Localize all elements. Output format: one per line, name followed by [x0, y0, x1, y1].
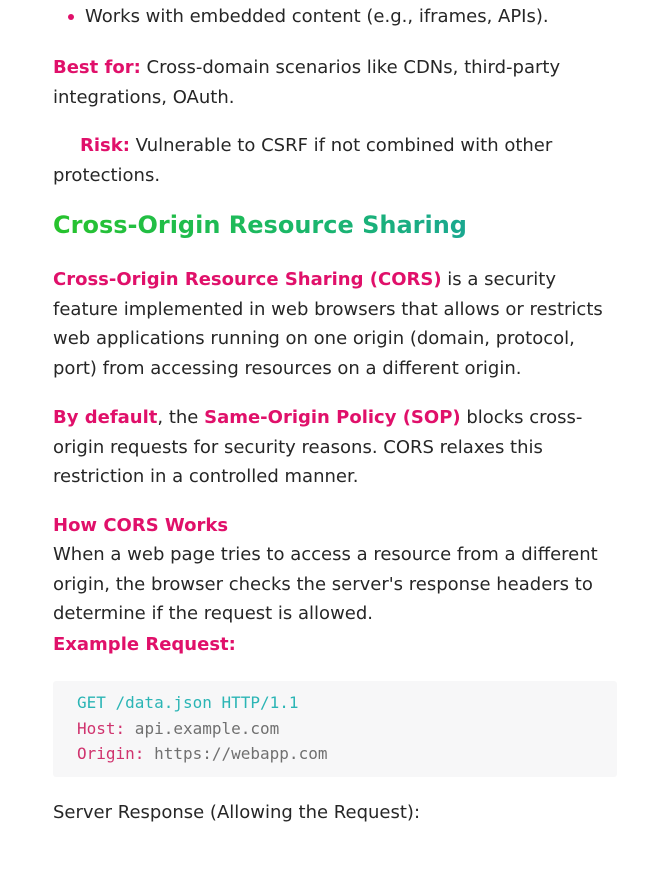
- best-for-label: Best for:: [53, 57, 141, 78]
- cors-intro-text: is a security feature implemented in web browsers that allows or restricts web applications running on one origin (domain, protocol, port) from accessing resources on a different origin.: [53, 269, 603, 379]
- cors-term: Cross-Origin Resource Sharing (CORS): [53, 269, 442, 290]
- risk-label: Risk:: [80, 135, 130, 156]
- cors-intro-paragraph: [53, 265, 618, 383]
- how-cors-works-heading: How CORS Works: [53, 515, 229, 536]
- default-mid-text: , the: [157, 407, 205, 428]
- best-for-text: Cross-domain scenarios like CDNs, third-party integrations, OAuth.: [53, 57, 561, 108]
- risk-text: Vulnerable to CSRF if not combined with other protections.: [53, 135, 553, 186]
- code-header-line: [77, 741, 617, 767]
- risk-paragraph: [53, 131, 613, 190]
- code-request-line: GET /data.json HTTP/1.1: [77, 693, 299, 712]
- code-header-key: Host:: [77, 718, 126, 738]
- code-header-key: Origin:: [77, 744, 145, 763]
- code-header-value: api.example.com: [125, 718, 280, 738]
- code-block: [53, 681, 617, 777]
- code-header-value: https://webapp.com: [144, 744, 328, 763]
- list-item: Works with embedded content (e.g., iframes, APIs).: [67, 2, 627, 32]
- example-request-label: Example Request:: [53, 634, 236, 655]
- code-header-line: [77, 716, 617, 742]
- feature-list: [67, 2, 627, 32]
- how-cors-works-text: When a web page tries to access a resource from a different origin, the browser checks the server's response headers to determine if the request is allowed.: [53, 544, 598, 624]
- best-for-paragraph: [53, 53, 613, 112]
- default-text: blocks cross-origin requests for security reasons. CORS relaxes this restriction in a controlled manner.: [53, 407, 583, 487]
- section-heading: Cross-Origin Resource Sharing: [53, 207, 467, 243]
- server-response-label: Server Response (Allowing the Request):: [53, 802, 421, 823]
- default-paragraph: [53, 403, 618, 492]
- sop-term: Same-Origin Policy (SOP): [204, 407, 461, 428]
- by-default-label: By default: [53, 407, 158, 428]
